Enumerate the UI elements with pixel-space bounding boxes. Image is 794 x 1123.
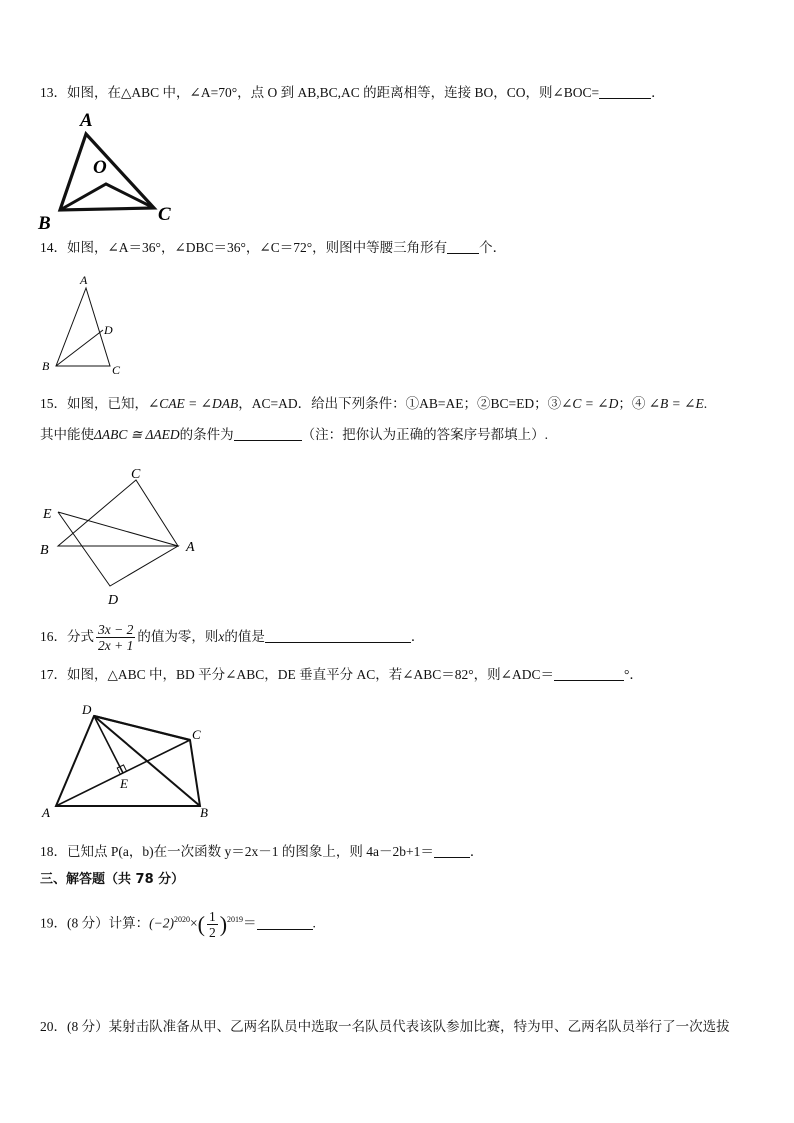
question-18: 18．已知点 P(a，b)在一次函数 y＝2x－1 的图象上，则 4a－2b+1＝ ． xyxy=(40,844,484,859)
answer-blank-17[interactable] xyxy=(554,666,624,681)
label-15-E: E xyxy=(43,507,52,522)
label-13-C: C xyxy=(158,204,171,225)
question-19: 19．(8 分）计算：$(-2)^{2020}\times$( $\frac{1}{2}$ )$^{2019}$＝ . xyxy=(40,908,316,940)
question-17: 17．如图，△ABC 中，BD 平分∠ABC，DE 垂直平分 AC，若∠ABC＝82°，则∠ADC＝ °． xyxy=(40,667,643,682)
label-15-A: A xyxy=(186,540,195,555)
label-17-C: C xyxy=(192,727,201,742)
label-15-C: C xyxy=(131,467,141,482)
label-17-A: A xyxy=(42,805,50,820)
label-13-O: O xyxy=(93,157,107,178)
answer-blank-16[interactable] xyxy=(265,628,411,643)
section-heading: 三、解答题（共 78 分） xyxy=(40,872,185,887)
figure-17-quadrilateral xyxy=(36,700,236,830)
fraction-half: $\frac{1}{2}$ xyxy=(208,908,216,940)
label-17-E: E xyxy=(120,776,128,791)
answer-blank-18[interactable] xyxy=(434,843,470,858)
label-13-B: B xyxy=(38,213,51,234)
figure-14-triangle xyxy=(36,270,136,380)
question-15-line-2: 其中能使ΔABC ≅ ΔAED的条件为 （注：把你认为正确的答案序号都填上）. xyxy=(40,427,549,442)
label-14-B: B xyxy=(42,359,50,373)
question-14: 14．如图，∠A＝36°，∠DBC＝36°，∠C＝72°，则图中等腰三角形有 个． xyxy=(40,240,507,255)
fraction-16: $\frac{3x - 2}{2x + 1}$ xyxy=(98,622,134,654)
answer-blank-15[interactable] xyxy=(234,426,302,441)
label-15-D: D xyxy=(108,593,119,608)
answer-blank-13[interactable] xyxy=(599,84,651,99)
label-15-B: B xyxy=(40,543,49,558)
figure-13-triangle xyxy=(30,106,190,236)
question-13: 13．如图，在△ABC 中，∠A=70°，点 O 到 AB,BC,AC 的距离相等，连接 BO，CO，则∠BOC= ． xyxy=(40,85,665,100)
question-16: 16．分式 $\frac{3x - 2}{2x + 1}$ 的值为零，则x的值是 ． xyxy=(40,622,425,654)
label-14-A: A xyxy=(80,273,88,287)
label-14-D: D xyxy=(104,323,113,337)
label-17-D: D xyxy=(82,702,92,717)
label-14-C: C xyxy=(112,363,121,377)
figure-15-triangles xyxy=(36,462,216,610)
question-20: 20．(8 分）某射击队准备从甲、乙两名队员中选取一名队员代表该队参加比赛，特为甲、乙两名队员举行了一次选拔 xyxy=(40,1019,730,1034)
label-17-B: B xyxy=(200,805,208,820)
answer-blank-14[interactable] xyxy=(447,239,479,254)
answer-blank-19[interactable] xyxy=(257,915,313,930)
question-15-line-1: 15．如图，已知，∠CAE = ∠DAB，AC=AD．给出下列条件：①AB=AE；②BC=ED；③∠C = ∠D；④ ∠B = ∠E. xyxy=(40,396,708,411)
label-13-A: A xyxy=(80,110,93,131)
